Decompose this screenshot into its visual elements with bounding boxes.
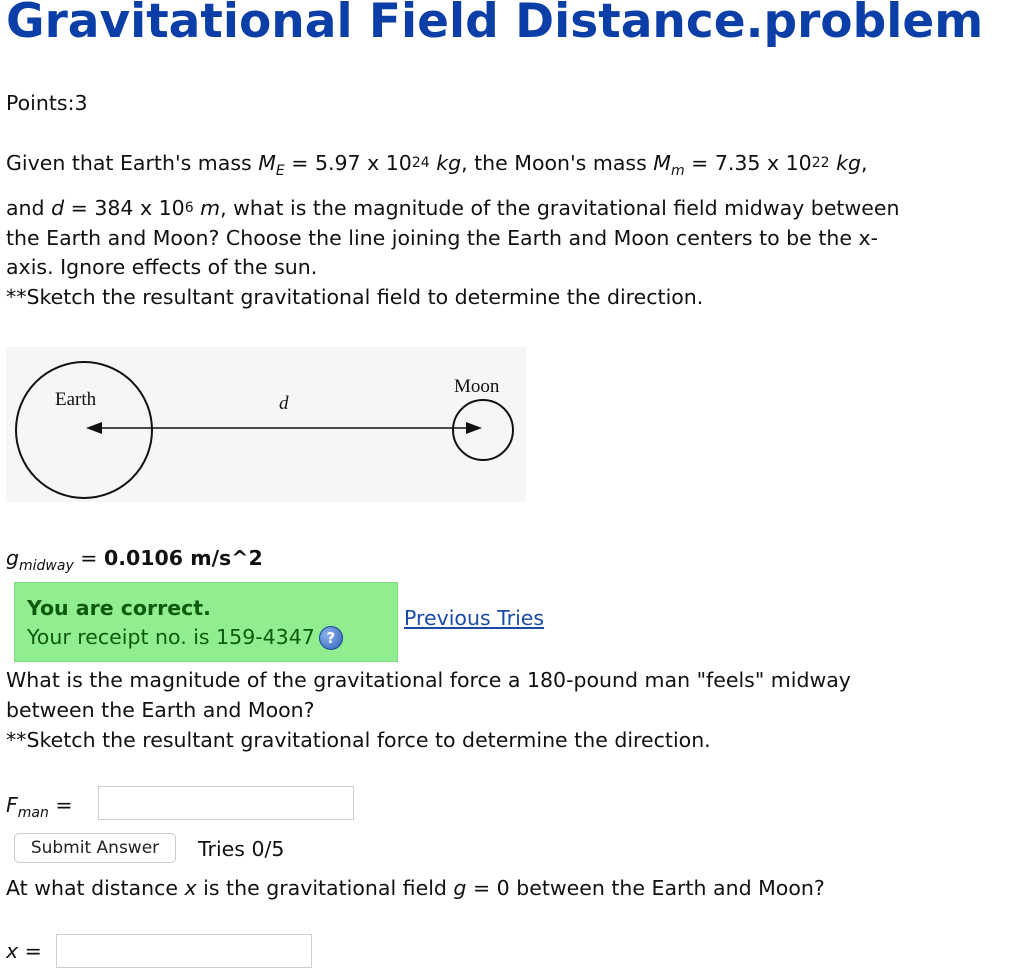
- earth-circle: [16, 362, 152, 498]
- receipt-text: Your receipt no. is 159-4347 ?: [27, 622, 385, 652]
- earth-arrowhead: [86, 422, 102, 434]
- question3-line: [6, 873, 825, 903]
- question2-line2: between the Earth and Moon?: [6, 698, 315, 722]
- question1-sketch-note: **Sketch the resultant gravitational field to determine the direction.: [6, 285, 704, 309]
- tries-counter: Tries 0/5: [198, 837, 285, 861]
- q1-text: = 5.97 x 10: [284, 151, 412, 175]
- earth-mass-exponent: 24: [411, 155, 430, 171]
- fman-input[interactable]: [98, 786, 354, 820]
- correct-feedback-box: [14, 582, 398, 662]
- moon-label: Moon: [454, 376, 500, 397]
- moon-mass-exponent: 22: [811, 155, 830, 171]
- q1-text: = 384 x 10: [64, 196, 185, 220]
- page-title: Gravitational Field Distance.problem: [6, 0, 984, 49]
- question1-line1: [6, 148, 868, 181]
- moon-mass-symbol: $M_m$: [653, 151, 685, 179]
- x-distance-input[interactable]: [56, 934, 312, 968]
- equals-sign: =: [48, 793, 73, 817]
- points-label: Points:3: [6, 91, 88, 115]
- moon-circle: [453, 400, 513, 460]
- equals-sign: =: [73, 546, 104, 570]
- g-midway-symbol: $g_{midway}$: [6, 546, 74, 574]
- submit-answer-button[interactable]: Submit Answer: [14, 833, 176, 863]
- help-icon[interactable]: ?: [319, 626, 343, 650]
- q1-text: ,: [860, 151, 868, 175]
- answer1-value: 0.0106 m/s^2: [103, 546, 263, 570]
- distance-symbol: d: [51, 196, 65, 220]
- question1-line4: axis. Ignore effects of the sun.: [6, 255, 318, 279]
- question2-line1: What is the magnitude of the gravitational force a 180-pound man "feels" midway: [6, 668, 851, 692]
- unit-kg: kg: [429, 151, 462, 175]
- answer1-row: [6, 543, 263, 576]
- q3-text: = 0 between the Earth and Moon?: [466, 876, 825, 900]
- x-input-symbol: x: [6, 939, 19, 963]
- distance-label: d: [279, 393, 289, 414]
- q1-text: , the Moon's mass: [461, 151, 654, 175]
- q1-text: and: [6, 196, 52, 220]
- question2-sketch-note: **Sketch the resultant gravitational force to determine the direction.: [6, 728, 711, 752]
- x-label: [6, 936, 42, 966]
- q3-text: is the gravitational field: [196, 876, 454, 900]
- fman-symbol: $F_{man}$: [6, 793, 49, 821]
- g-symbol: g: [453, 876, 467, 900]
- distance-exponent: 6: [184, 200, 194, 216]
- correct-message: You are correct.: [27, 596, 211, 620]
- equals-sign: =: [18, 939, 42, 963]
- q3-text: At what distance: [6, 876, 185, 900]
- question1-line3: the Earth and Moon? Choose the line joining the Earth and Moon centers to be the x-: [6, 226, 879, 250]
- fman-label: [6, 790, 73, 823]
- earth-label: Earth: [55, 389, 97, 410]
- q1-text: = 7.35 x 10: [684, 151, 812, 175]
- x-symbol: x: [184, 876, 197, 900]
- q1-text: Given that Earth's mass: [6, 151, 259, 175]
- earth-mass-symbol: $M_E$: [258, 151, 285, 179]
- unit-m: m: [193, 196, 221, 220]
- q1-text: , what is the magnitude of the gravitational field midway between: [220, 196, 900, 220]
- earth-moon-diagram: [6, 347, 526, 502]
- moon-arrowhead: [466, 422, 482, 434]
- previous-tries-link[interactable]: Previous Tries: [404, 606, 545, 630]
- question1-line2: [6, 193, 899, 226]
- unit-kg: kg: [829, 151, 861, 175]
